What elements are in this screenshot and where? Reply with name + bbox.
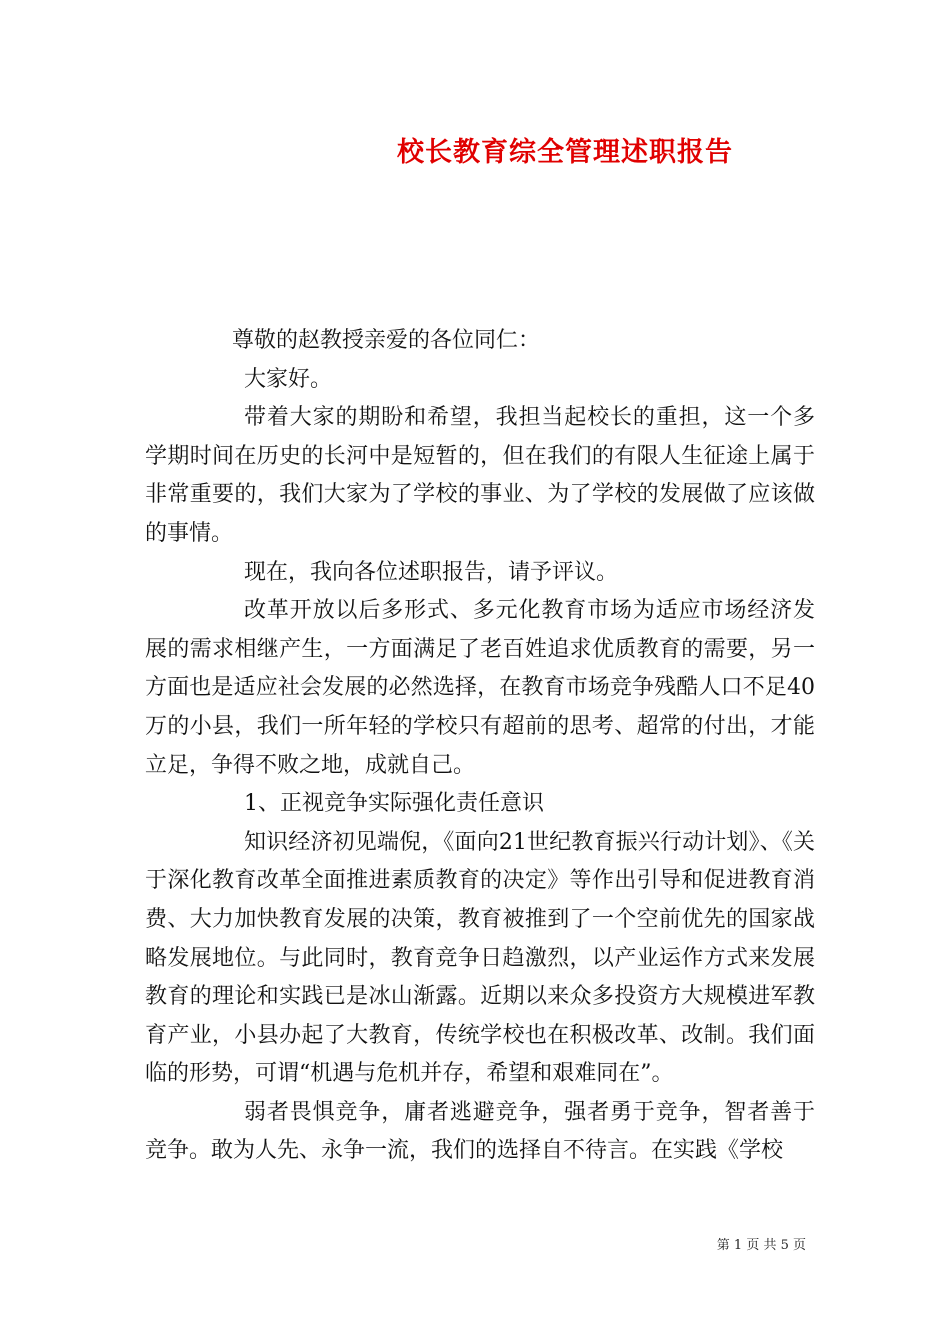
- document-body: [145, 322, 815, 1171]
- paragraph: 带着大家的期盼和希望，我担当起校长的重担，这一个多学期时间在历史的长河中是短暂的，但在我们的有限人生征途上属于非常重要的，我们大家为了学校的事业、为了学校的发展做了应该做的事情。: [145, 405, 815, 546]
- paragraph: 弱者畏惧竞争，庸者逃避竞争，强者勇于竞争，智者善于竞争。敢为人先、永争一流，我们的选择自不待言。在实践《学校: [145, 1099, 815, 1164]
- salutation: 尊敬的赵教授亲爱的各位同仁：: [232, 328, 541, 353]
- page-number: 第 1 页 共 5 页: [716, 1238, 806, 1253]
- paragraph: 现在，我向各位述职报告，请予评议。: [244, 559, 619, 585]
- paragraph: 改革开放以后多形式、多元化教育市场为适应市场经济发展的需求相继产生，一方面满足了老百姓追求优质教育的需要，另一方面也是适应社会发展的必然选择，在教育市场竞争残酷人口不足40万的小县，我们一所年轻的学校只有超前的思考、超常的付出，才能立足，争得不败之地，成就自己。: [145, 598, 815, 778]
- section-heading: 1、正视竞争实际强化责任意识: [244, 791, 544, 817]
- greeting: 大家好。: [244, 366, 333, 392]
- paragraph: 知识经济初见端倪，《面向21世纪教育振兴行动计划》、《关于深化教育改革全面推进素质教育的决定》等作出引导和促进教育消费、大力加快教育发展的决策，教育被推到了一个空前优先的国家战略发展地位。与此同时，教育竞争日趋激烈，以产业运作方式来发展教育的理论和实践已是冰山渐露。近期以来众多投资方大规模进军教育产业，小县办起了大教育，传统学校也在积极改革、改制。我们面临的形势，可谓“机遇与危机并存，希望和艰难同在”。: [145, 829, 815, 1087]
- document-title: 校长教育综全管理述职报告: [397, 137, 733, 168]
